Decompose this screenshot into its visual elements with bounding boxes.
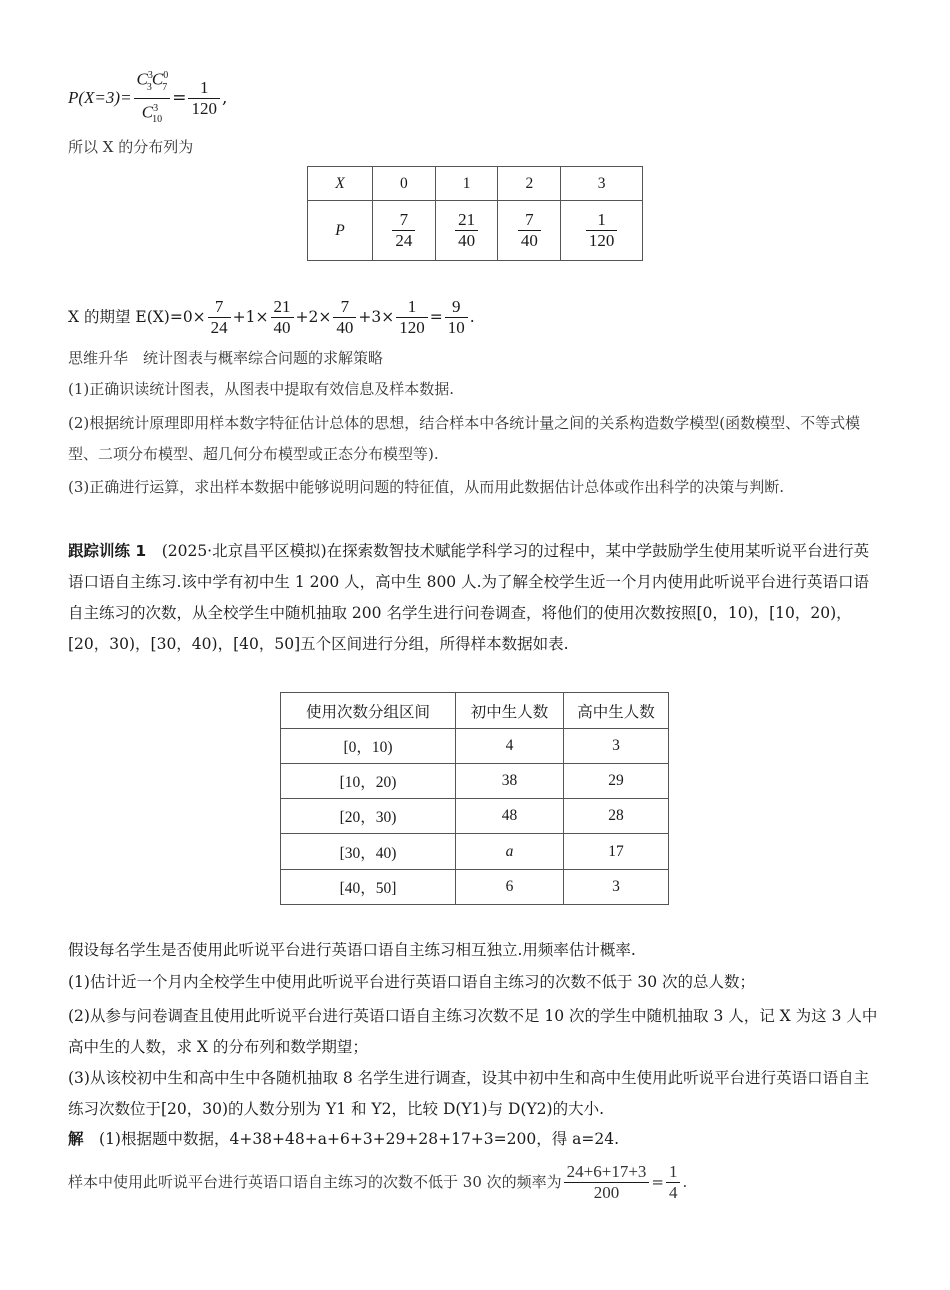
- exercise-text: (2025·北京昌平区模拟)在探索数智技术赋能学科学习的过程中，某中学鼓励学生使用某听说平台进行英语口语自主练习.该中学有初中生 1 200 人，高中生 800 人.为了解全校学生近一个月内使用此听说平台进行英语口语自主练习的次数，从全校学生中随机抽取 200 名学生进行问卷调查，将他们的使用次数按照[0，10)，[10，20)，[20，30)，[30，40)，[40，50]五个区间进行分组，所得样本数据如表.: [68, 542, 870, 653]
- combination-numerator: $C^3_3C^0_7$: [134, 66, 171, 98]
- exp-frac-1: $\frac{7}{24}$: [208, 297, 231, 338]
- usage-cell: [0，10): [281, 729, 456, 764]
- usage-cell: 4: [456, 729, 564, 764]
- usage-cell: 28: [564, 799, 669, 834]
- usage-cell: [10，20): [281, 764, 456, 799]
- usage-cell: a: [456, 834, 564, 870]
- dist-header-cell: 1: [435, 167, 498, 201]
- solution-frac-2: $\frac{1}{4}$: [666, 1162, 681, 1203]
- formula-eq: =: [172, 88, 187, 108]
- solution-line-2: [68, 1158, 687, 1206]
- dist-prob-cell: $\frac{1}{120}$: [561, 201, 643, 261]
- solution-eq: =: [651, 1173, 664, 1191]
- usage-row: [281, 834, 669, 870]
- usage-cell: [20，30): [281, 799, 456, 834]
- exp-frac-3: $\frac{7}{40}$: [333, 297, 356, 338]
- exp-op: +2×: [295, 308, 332, 326]
- question-1: (1)估计近一个月内全校学生中使用此听说平台进行英语口语自主练习的次数不低于 30 次的总人数；: [68, 973, 756, 991]
- usage-row: [281, 729, 669, 764]
- usage-row: [281, 870, 669, 905]
- exercise-paragraph: [68, 536, 880, 660]
- exp-op: =: [429, 308, 443, 326]
- assumption: 假设每名学生是否使用此听说平台进行英语口语自主练习相互独立.用频率估计概率.: [68, 941, 636, 959]
- question-3: (3)从该校初中生和高中生中各随机抽取 8 名学生进行调查，设其中初中生和高中生使用此听说平台进行英语口语自主练习次数位于[20，30)的人数分别为 Y1 和 Y2，比较 D(Y1)与 D(Y2)的大小.: [68, 1069, 870, 1118]
- usage-cell: [40，50]: [281, 870, 456, 905]
- summary-title: 思维升华 统计图表与概率综合问题的求解策略: [68, 349, 384, 367]
- dist-header-cell: 3: [561, 167, 643, 201]
- result-numerator: 1: [188, 78, 220, 99]
- exp-frac-5: $\frac{9}{10}$: [445, 297, 468, 338]
- exercise-label: 跟踪训练 1: [68, 542, 147, 560]
- summary-point-2: (2)根据统计原理即用样本数字特征估计总体的思想，结合样本中各统计量之间的关系构造数学模型(函数模型、不等式模型、二项分布模型、超几何分布模型或正态分布模型等).: [68, 414, 861, 463]
- expectation-prefix: X 的期望 E(X)=0×: [68, 308, 206, 326]
- solution-line-1: [68, 1128, 619, 1150]
- usage-cell: 3: [564, 870, 669, 905]
- usage-header-cell: 高中生人数: [564, 693, 669, 729]
- exp-op: +1×: [232, 308, 269, 326]
- usage-header-row: [281, 693, 669, 729]
- formula-lhs: P(X=3)=: [68, 88, 132, 107]
- combination-fraction: [134, 66, 171, 129]
- exp-op: .: [469, 308, 475, 326]
- dist-header-cell: 2: [498, 167, 561, 201]
- result-denominator: 120: [191, 98, 217, 118]
- solution-frac-1: $\frac{24+6+17+3}{200}$: [564, 1162, 650, 1203]
- exp-op: +3×: [358, 308, 395, 326]
- dist-header-row: [308, 167, 643, 201]
- usage-header-cell: 使用次数分组区间: [281, 693, 456, 729]
- usage-cell: 3: [564, 729, 669, 764]
- usage-table: [280, 692, 669, 905]
- exp-frac-4: $\frac{1}{120}$: [396, 297, 428, 338]
- dist-header-cell: 0: [373, 167, 436, 201]
- usage-cell: 48: [456, 799, 564, 834]
- dist-row-label: P: [308, 201, 373, 261]
- usage-cell: 29: [564, 764, 669, 799]
- formula-px3: [68, 72, 227, 124]
- usage-cell: 6: [456, 870, 564, 905]
- question-2: (2)从参与问卷调查且使用此听说平台进行英语口语自主练习次数不足 10 次的学生中随机抽取 3 人，记 X 为这 3 人中高中生的人数，求 X 的分布列和数学期望；: [68, 1007, 878, 1056]
- solution-end: .: [682, 1173, 688, 1191]
- combination-denominator: $C^3_{10}$: [141, 102, 163, 125]
- exp-frac-2: $\frac{21}{40}$: [271, 297, 294, 338]
- dist-intro: 所以 X 的分布列为: [68, 138, 194, 156]
- dist-prob-cell: $\frac{7}{24}$: [373, 201, 436, 261]
- usage-row: [281, 764, 669, 799]
- solution-step-1: (1)根据题中数据，4+38+48+a+6+3+29+28+17+3=200，得 a=24.: [83, 1130, 620, 1148]
- solution-label: 解: [68, 1130, 84, 1148]
- result-fraction: [188, 78, 220, 119]
- formula-tail: ,: [221, 88, 228, 108]
- expectation-formula: [68, 292, 475, 342]
- summary-point-1: (1)正确识读统计图表，从图表中提取有效信息及样本数据.: [68, 380, 455, 398]
- dist-prob-row: [308, 201, 643, 261]
- dist-prob-cell: $\frac{7}{40}$: [498, 201, 561, 261]
- summary-point-3: (3)正确进行运算，求出样本数据中能够说明问题的特征值，从而用此数据估计总体或作出科学的决策与判断.: [68, 478, 785, 496]
- dist-prob-cell: $\frac{21}{40}$: [435, 201, 498, 261]
- usage-cell: 38: [456, 764, 564, 799]
- distribution-table: [307, 166, 643, 261]
- usage-row: [281, 799, 669, 834]
- usage-cell: 17: [564, 834, 669, 870]
- solution-step-2: 样本中使用此听说平台进行英语口语自主练习的次数不低于 30 次的频率为: [68, 1173, 562, 1191]
- usage-cell: [30，40): [281, 834, 456, 870]
- dist-header-cell: X: [308, 167, 373, 201]
- usage-header-cell: 初中生人数: [456, 693, 564, 729]
